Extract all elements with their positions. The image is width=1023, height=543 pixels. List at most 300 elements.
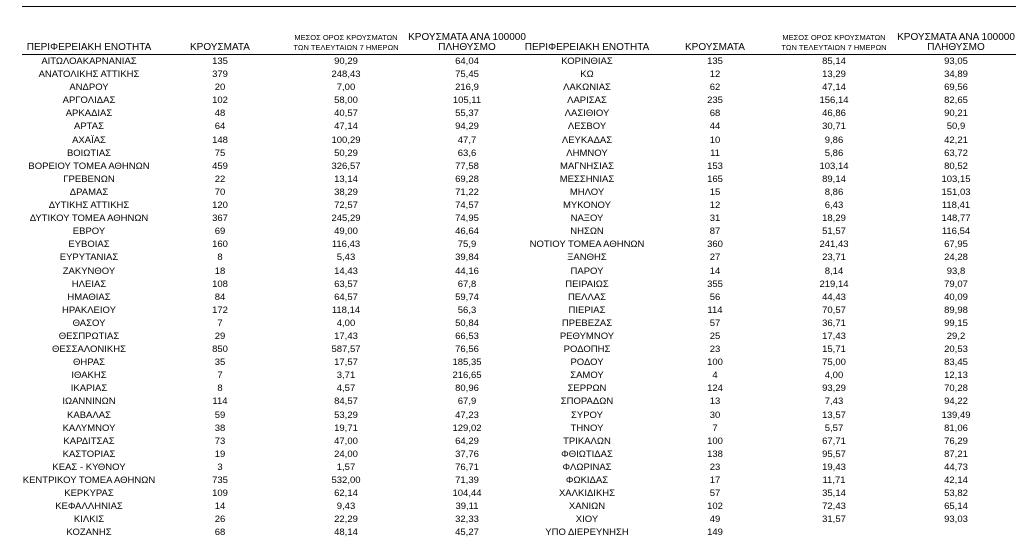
cell-7day-avg: 22,29 bbox=[334, 514, 358, 526]
cell-7day-avg: 156,14 bbox=[819, 95, 849, 107]
cell-region: ΣΥΡΟΥ bbox=[571, 409, 603, 421]
cell-cases: 114 bbox=[212, 396, 228, 408]
cell-region: ΚΩ bbox=[580, 69, 594, 81]
cell-cases: 38 bbox=[214, 422, 226, 434]
table-row bbox=[22, 409, 526, 422]
table-row bbox=[22, 147, 526, 160]
cell-per-100k: 66,53 bbox=[455, 330, 479, 342]
table-row bbox=[516, 343, 1016, 356]
cell-per-100k: 69,56 bbox=[944, 82, 968, 94]
cell-per-100k: 39,11 bbox=[455, 501, 479, 513]
cell-per-100k: 59,74 bbox=[455, 291, 479, 303]
cell-per-100k: 216,65 bbox=[452, 370, 482, 382]
cell-cases: 850 bbox=[212, 344, 228, 356]
cell-cases: 20 bbox=[214, 82, 226, 94]
cell-region: ΝΟΤΙΟΥ ΤΟΜΕΑ ΑΘΗΝΩΝ bbox=[529, 239, 645, 251]
cell-per-100k: 47,7 bbox=[457, 134, 477, 146]
table-row bbox=[22, 225, 526, 238]
cell-cases: 73 bbox=[214, 435, 226, 447]
cell-cases: 27 bbox=[709, 252, 721, 264]
cell-7day-avg: 5,86 bbox=[824, 147, 844, 159]
cell-region: ΥΠΟ ΔΙΕΡΕΥΝΗΣΗ bbox=[545, 527, 629, 539]
table-row bbox=[22, 317, 526, 330]
cell-region: ΝΗΣΩΝ bbox=[570, 226, 604, 238]
cell-cases: 7 bbox=[217, 317, 223, 329]
cell-region: ΑΙΤΩΛΟΑΚΑΡΝΑΝΙΑΣ bbox=[41, 56, 137, 67]
cell-per-100k: 20,53 bbox=[944, 344, 968, 356]
table-row bbox=[516, 94, 1016, 107]
cell-7day-avg: 48,14 bbox=[334, 527, 358, 539]
cell-7day-avg: 38,29 bbox=[334, 186, 358, 198]
cell-per-100k: 53,82 bbox=[944, 488, 968, 500]
cell-cases: 14 bbox=[214, 501, 226, 513]
header-cases: ΚΡΟΥΣΜΑΤΑ bbox=[190, 42, 250, 53]
table-row bbox=[516, 448, 1016, 461]
cell-per-100k: 82,65 bbox=[944, 95, 968, 107]
cell-region: ΘΕΣΣΑΛΟΝΙΚΗΣ bbox=[52, 344, 126, 356]
cell-region: ΚΕΦΑΛΛΗΝΙΑΣ bbox=[55, 501, 123, 513]
cell-7day-avg: 18,29 bbox=[822, 213, 846, 225]
table-row bbox=[22, 330, 526, 343]
table-row bbox=[516, 147, 1016, 160]
cell-cases: 8 bbox=[217, 252, 223, 264]
cell-region: ΛΕΥΚΑΔΑΣ bbox=[561, 134, 613, 146]
cell-7day-avg: 30,71 bbox=[822, 121, 846, 133]
cell-region: ΔΥΤΙΚΟΥ ΤΟΜΕΑ ΑΘΗΝΩΝ bbox=[29, 213, 149, 225]
table-row bbox=[516, 68, 1016, 81]
cell-per-100k: 64,04 bbox=[455, 56, 479, 67]
cell-cases: 124 bbox=[707, 383, 723, 395]
top-border-line bbox=[22, 6, 1016, 7]
right-table-body bbox=[516, 55, 1016, 539]
cell-7day-avg: 63,57 bbox=[334, 278, 358, 290]
cell-cases: 102 bbox=[707, 501, 723, 513]
cell-per-100k: 75,45 bbox=[455, 69, 479, 81]
cell-7day-avg: 62,14 bbox=[334, 488, 358, 500]
table-row bbox=[516, 356, 1016, 369]
cell-cases: 18 bbox=[214, 265, 226, 277]
cell-cases: 17 bbox=[709, 475, 721, 486]
cell-region: ΚΑΡΔΙΤΣΑΣ bbox=[63, 435, 115, 447]
cell-7day-avg: 3,71 bbox=[336, 370, 356, 382]
cell-per-100k: 67,9 bbox=[457, 396, 477, 408]
cell-7day-avg: 4,00 bbox=[824, 370, 844, 382]
cell-7day-avg: 15,71 bbox=[822, 344, 846, 356]
cell-region: ΞΑΝΘΗΣ bbox=[567, 252, 607, 264]
cell-7day-avg: 6,43 bbox=[824, 200, 844, 212]
cell-7day-avg: 44,43 bbox=[822, 291, 846, 303]
cell-7day-avg: 46,86 bbox=[822, 108, 846, 120]
cell-region: ΑΡΤΑΣ bbox=[74, 121, 104, 133]
cell-7day-avg: 58,00 bbox=[334, 95, 358, 107]
table-row bbox=[22, 435, 526, 448]
cell-per-100k: 185,35 bbox=[452, 357, 482, 369]
cell-region: ΒΟΙΩΤΙΑΣ bbox=[66, 147, 112, 159]
cell-region: ΜΥΚΟΝΟΥ bbox=[563, 200, 611, 212]
left-table bbox=[22, 26, 526, 539]
cell-7day-avg: 17,43 bbox=[334, 330, 358, 342]
cell-per-100k: 42,21 bbox=[944, 134, 968, 146]
cell-region: ΠΙΕΡΙΑΣ bbox=[568, 304, 606, 316]
cell-cases: 235 bbox=[707, 95, 723, 107]
table-row bbox=[22, 422, 526, 435]
cell-per-100k: 44,16 bbox=[455, 265, 479, 277]
table-row bbox=[22, 199, 526, 212]
table-row bbox=[516, 160, 1016, 173]
cell-7day-avg: 35,14 bbox=[822, 488, 846, 500]
cell-per-100k: 46,64 bbox=[455, 226, 479, 238]
cell-7day-avg: 64,57 bbox=[334, 291, 358, 303]
cell-per-100k: 44,73 bbox=[944, 461, 968, 473]
cell-cases: 12 bbox=[709, 200, 721, 212]
header-cases: ΚΡΟΥΣΜΑΤΑ bbox=[685, 42, 745, 53]
cell-per-100k: 67,8 bbox=[457, 278, 477, 290]
table-row bbox=[22, 238, 526, 251]
cell-7day-avg: 85,14 bbox=[822, 56, 846, 67]
cell-per-100k: 29,2 bbox=[946, 330, 966, 342]
cell-cases: 160 bbox=[212, 239, 228, 251]
cell-cases: 355 bbox=[707, 278, 723, 290]
cell-region: ΧΑΝΙΩΝ bbox=[568, 501, 606, 513]
cell-7day-avg: 49,00 bbox=[334, 226, 358, 238]
cell-cases: 165 bbox=[707, 173, 723, 185]
cell-7day-avg: 9,43 bbox=[336, 501, 356, 513]
cell-7day-avg: 241,43 bbox=[819, 239, 849, 251]
cell-7day-avg: 47,00 bbox=[334, 435, 358, 447]
table-row bbox=[516, 225, 1016, 238]
cell-7day-avg: 19,71 bbox=[334, 422, 358, 434]
cell-per-100k: 56,3 bbox=[457, 304, 477, 316]
cell-cases: 735 bbox=[212, 475, 228, 486]
cell-cases: 30 bbox=[709, 409, 721, 421]
cell-7day-avg: 326,57 bbox=[331, 160, 361, 172]
header-avg-line1: ΜΕΣΟΣ ΟΡΟΣ ΚΡΟΥΣΜΑΤΩΝ bbox=[782, 33, 886, 42]
header-per-100k bbox=[896, 33, 1016, 53]
cell-7day-avg: 51,57 bbox=[822, 226, 846, 238]
cell-region: ΙΘΑΚΗΣ bbox=[71, 370, 107, 382]
cell-per-100k: 80,52 bbox=[944, 160, 968, 172]
cell-7day-avg: 118,14 bbox=[331, 304, 361, 316]
cell-region: ΠΕΛΛΑΣ bbox=[567, 291, 607, 303]
table-row bbox=[22, 474, 526, 487]
header-per-line2: ΠΛΗΘΥΣΜΟ bbox=[438, 42, 496, 53]
cell-7day-avg: 9,86 bbox=[824, 134, 844, 146]
table-row bbox=[22, 356, 526, 369]
cell-region: ΙΩΑΝΝΙΝΩΝ bbox=[62, 396, 116, 408]
cell-per-100k: 83,45 bbox=[944, 357, 968, 369]
cell-region: ΔΥΤΙΚΗΣ ΑΤΤΙΚΗΣ bbox=[48, 200, 130, 212]
cell-per-100k: 129,02 bbox=[452, 422, 482, 434]
table-row bbox=[22, 107, 526, 120]
table-row bbox=[22, 369, 526, 382]
cell-cases: 149 bbox=[707, 527, 723, 539]
right-table bbox=[516, 26, 1016, 539]
table-row bbox=[516, 173, 1016, 186]
cell-region: ΡΟΔΟΥ bbox=[570, 357, 604, 369]
cell-per-100k: 93,05 bbox=[944, 56, 968, 67]
cell-cases: 14 bbox=[709, 265, 721, 277]
cell-per-100k: 69,28 bbox=[455, 173, 479, 185]
cell-per-100k: 90,21 bbox=[944, 108, 968, 120]
cell-region: ΡΕΘΥΜΝΟΥ bbox=[559, 330, 615, 342]
cell-per-100k: 76,29 bbox=[944, 435, 968, 447]
table-row bbox=[516, 382, 1016, 395]
cell-7day-avg: 219,14 bbox=[819, 278, 849, 290]
table-row bbox=[516, 317, 1016, 330]
cell-cases: 35 bbox=[214, 357, 226, 369]
table-row bbox=[516, 461, 1016, 474]
cell-7day-avg: 72,57 bbox=[334, 200, 358, 212]
table-row bbox=[516, 81, 1016, 94]
cell-cases: 62 bbox=[709, 82, 721, 94]
table-row bbox=[516, 120, 1016, 133]
header-per-line2: ΠΛΗΘΥΣΜΟ bbox=[927, 42, 985, 53]
cell-per-100k: 74,95 bbox=[455, 213, 479, 225]
cell-cases: 29 bbox=[214, 330, 226, 342]
cell-7day-avg: 19,43 bbox=[822, 461, 846, 473]
cell-cases: 153 bbox=[707, 160, 723, 172]
table-row bbox=[22, 55, 526, 68]
cell-cases: 135 bbox=[212, 56, 228, 67]
table-row bbox=[22, 160, 526, 173]
header-avg-line2: ΤΩΝ ΤΕΛΕΥΤΑΙΩΝ 7 ΗΜΕΡΩΝ bbox=[781, 43, 887, 52]
table-row bbox=[22, 120, 526, 133]
cell-region: ΒΟΡΕΙΟΥ ΤΟΜΕΑ ΑΘΗΝΩΝ bbox=[28, 160, 150, 172]
cell-region: ΗΜΑΘΙΑΣ bbox=[67, 291, 111, 303]
cell-7day-avg: 1,57 bbox=[336, 461, 356, 473]
cell-region: ΑΡΓΟΛΙΔΑΣ bbox=[62, 95, 116, 107]
cell-per-100k: 104,44 bbox=[452, 488, 482, 500]
cell-region: ΔΡΑΜΑΣ bbox=[69, 186, 109, 198]
cell-region: ΚΕΝΤΡΙΚΟΥ ΤΟΜΕΑ ΑΘΗΝΩΝ bbox=[22, 475, 156, 486]
cell-cases: 31 bbox=[709, 213, 721, 225]
cell-region: ΣΕΡΡΩΝ bbox=[567, 383, 607, 395]
cell-cases: 68 bbox=[709, 108, 721, 120]
table-row bbox=[516, 212, 1016, 225]
cell-per-100k: 216,9 bbox=[455, 82, 479, 94]
header-avg bbox=[284, 33, 408, 53]
table-row bbox=[22, 278, 526, 291]
table-row bbox=[22, 395, 526, 408]
cell-per-100k: 50,9 bbox=[946, 121, 966, 133]
cell-cases: 23 bbox=[709, 344, 721, 356]
cell-per-100k: 80,96 bbox=[455, 383, 479, 395]
table-row bbox=[516, 526, 1016, 539]
cell-7day-avg: 587,57 bbox=[331, 344, 361, 356]
cell-per-100k: 47,23 bbox=[455, 409, 479, 421]
table-row bbox=[22, 487, 526, 500]
cell-region: ΚΟΖΑΝΗΣ bbox=[66, 527, 112, 539]
cell-per-100k: 24,28 bbox=[944, 252, 968, 264]
cell-7day-avg: 90,29 bbox=[334, 56, 358, 67]
cell-7day-avg: 40,57 bbox=[334, 108, 358, 120]
cell-per-100k: 50,84 bbox=[455, 317, 479, 329]
cell-per-100k: 42,14 bbox=[944, 475, 968, 486]
cell-cases: 69 bbox=[214, 226, 226, 238]
cell-7day-avg: 47,14 bbox=[334, 121, 358, 133]
header-avg bbox=[772, 33, 896, 53]
table-row bbox=[516, 422, 1016, 435]
header-per-100k bbox=[408, 33, 526, 53]
cell-region: ΕΒΡΟΥ bbox=[72, 226, 106, 238]
table-row bbox=[22, 343, 526, 356]
table-row bbox=[516, 55, 1016, 68]
cell-7day-avg: 24,00 bbox=[334, 448, 358, 460]
cell-7day-avg: 13,29 bbox=[822, 69, 846, 81]
cell-7day-avg: 72,43 bbox=[822, 501, 846, 513]
cell-region: ΙΚΑΡΙΑΣ bbox=[70, 383, 108, 395]
cell-7day-avg: 47,14 bbox=[822, 82, 846, 94]
table-row bbox=[22, 291, 526, 304]
cell-7day-avg: 248,43 bbox=[331, 69, 361, 81]
cell-7day-avg: 245,29 bbox=[331, 213, 361, 225]
table-row bbox=[22, 68, 526, 81]
table-row bbox=[516, 513, 1016, 526]
cell-per-100k: 75,9 bbox=[457, 239, 477, 251]
table-row bbox=[22, 500, 526, 513]
table-row bbox=[516, 487, 1016, 500]
cell-cases: 70 bbox=[214, 186, 226, 198]
cell-region: ΘΕΣΠΡΩΤΙΑΣ bbox=[58, 330, 120, 342]
cell-per-100k: 76,56 bbox=[455, 344, 479, 356]
cell-per-100k: 99,15 bbox=[944, 317, 968, 329]
cell-7day-avg: 4,00 bbox=[336, 317, 356, 329]
cell-cases: 459 bbox=[212, 160, 228, 172]
cell-per-100k: 148,77 bbox=[941, 213, 971, 225]
cell-7day-avg: 31,57 bbox=[822, 514, 846, 526]
cell-cases: 44 bbox=[709, 121, 721, 133]
cell-cases: 172 bbox=[212, 304, 228, 316]
table-row bbox=[22, 526, 526, 539]
cell-region: ΠΑΡΟΥ bbox=[570, 265, 604, 277]
left-header-row bbox=[22, 26, 526, 53]
cell-7day-avg: 17,43 bbox=[822, 330, 846, 342]
cell-per-100k: 67,95 bbox=[944, 239, 968, 251]
cell-7day-avg: 93,29 bbox=[822, 383, 846, 395]
cell-region: ΛΗΜΝΟΥ bbox=[566, 147, 608, 159]
cell-cases: 87 bbox=[709, 226, 721, 238]
table-row bbox=[22, 81, 526, 94]
cell-region: ΛΑΣΙΘΙΟΥ bbox=[564, 108, 610, 120]
table-row bbox=[22, 448, 526, 461]
cell-per-100k: 116,54 bbox=[941, 226, 971, 238]
cell-region: ΚΑΣΤΟΡΙΑΣ bbox=[62, 448, 116, 460]
cell-7day-avg: 89,14 bbox=[822, 173, 846, 185]
cell-7day-avg: 17,57 bbox=[334, 357, 358, 369]
right-header-row bbox=[516, 26, 1016, 53]
cell-region: ΓΡΕΒΕΝΩΝ bbox=[63, 173, 115, 185]
cell-per-100k: 12,13 bbox=[944, 370, 968, 382]
cell-cases: 23 bbox=[709, 461, 721, 473]
cell-region: ΚΕΡΚΥΡΑΣ bbox=[64, 488, 114, 500]
cell-cases: 360 bbox=[707, 239, 723, 251]
table-row bbox=[22, 134, 526, 147]
cell-per-100k: 77,58 bbox=[455, 160, 479, 172]
cell-cases: 138 bbox=[707, 448, 723, 460]
cell-7day-avg: 5,43 bbox=[336, 252, 356, 264]
cell-per-100k: 94,29 bbox=[455, 121, 479, 133]
cell-7day-avg: 23,71 bbox=[822, 252, 846, 264]
cell-region: ΠΡΕΒΕΖΑΣ bbox=[561, 317, 613, 329]
cell-cases: 11 bbox=[710, 147, 720, 159]
cell-region: ΚΙΛΚΙΣ bbox=[73, 514, 105, 526]
cell-region: ΑΝΔΡΟΥ bbox=[69, 82, 109, 94]
cell-region: ΚΑΒΑΛΑΣ bbox=[67, 409, 111, 421]
table-row bbox=[22, 461, 526, 474]
cell-7day-avg: 95,57 bbox=[822, 448, 846, 460]
cell-cases: 59 bbox=[214, 409, 226, 421]
table-row bbox=[516, 238, 1016, 251]
cell-region: ΚΟΡΙΝΘΙΑΣ bbox=[561, 56, 613, 67]
cell-region: ΘΗΡΑΣ bbox=[72, 357, 106, 369]
cell-7day-avg: 84,57 bbox=[334, 396, 358, 408]
table-row bbox=[22, 513, 526, 526]
cell-cases: 148 bbox=[212, 134, 228, 146]
cell-region: ΗΛΕΙΑΣ bbox=[71, 278, 107, 290]
cell-cases: 26 bbox=[214, 514, 226, 526]
cell-per-100k: 94,22 bbox=[944, 396, 968, 408]
cell-cases: 120 bbox=[212, 200, 228, 212]
cell-7day-avg: 11,71 bbox=[822, 475, 846, 486]
cell-7day-avg: 50,29 bbox=[334, 147, 358, 159]
cell-per-100k bbox=[896, 526, 1016, 539]
cell-per-100k: 87,21 bbox=[944, 448, 968, 460]
cell-cases: 10 bbox=[709, 134, 721, 146]
cell-per-100k: 39,84 bbox=[455, 252, 479, 264]
table-row bbox=[516, 251, 1016, 264]
cell-7day-avg: 5,57 bbox=[824, 422, 844, 434]
cell-per-100k: 45,27 bbox=[455, 527, 479, 539]
cell-cases: 8 bbox=[217, 383, 223, 395]
cell-region: ΖΑΚΥΝΘΟΥ bbox=[62, 265, 116, 277]
cell-cases: 4 bbox=[712, 370, 718, 382]
cell-per-100k: 63,72 bbox=[944, 147, 968, 159]
cell-cases: 15 bbox=[709, 186, 721, 198]
cell-per-100k: 55,37 bbox=[455, 108, 479, 120]
table-row bbox=[516, 369, 1016, 382]
cell-7day-avg: 116,43 bbox=[331, 239, 361, 251]
cell-region: ΦΛΩΡΙΝΑΣ bbox=[562, 461, 612, 473]
cell-per-100k: 74,57 bbox=[455, 200, 479, 212]
cell-region: ΑΧΑΪΑΣ bbox=[72, 134, 106, 146]
cell-cases: 64 bbox=[214, 121, 226, 133]
cell-7day-avg: 67,71 bbox=[822, 435, 846, 447]
cell-region: ΜΗΛΟΥ bbox=[569, 186, 605, 198]
cell-per-100k: 151,03 bbox=[941, 186, 971, 198]
cell-region: ΜΕΣΣΗΝΙΑΣ bbox=[559, 173, 615, 185]
cell-cases: 68 bbox=[214, 527, 226, 539]
cell-cases: 12 bbox=[709, 69, 721, 81]
cell-7day-avg: 532,00 bbox=[331, 475, 361, 486]
table-row bbox=[22, 94, 526, 107]
cell-per-100k: 71,22 bbox=[455, 186, 479, 198]
table-row bbox=[22, 173, 526, 186]
cell-cases: 7 bbox=[217, 370, 223, 382]
table-row bbox=[516, 395, 1016, 408]
cell-per-100k: 71,39 bbox=[455, 475, 479, 486]
cell-per-100k: 34,89 bbox=[944, 69, 968, 81]
table-row bbox=[516, 278, 1016, 291]
cell-cases: 3 bbox=[217, 461, 223, 473]
cell-cases: 56 bbox=[709, 291, 721, 303]
cell-per-100k: 81,06 bbox=[944, 422, 968, 434]
table-row bbox=[22, 304, 526, 317]
cell-region: ΗΡΑΚΛΕΙΟΥ bbox=[62, 304, 116, 316]
header-avg-line1: ΜΕΣΟΣ ΟΡΟΣ ΚΡΟΥΣΜΑΤΩΝ bbox=[294, 33, 398, 42]
cell-region: ΚΕΑΣ - ΚΥΘΝΟΥ bbox=[52, 461, 126, 473]
cell-region: ΛΕΣΒΟΥ bbox=[567, 121, 607, 133]
cell-region: ΧΑΛΚΙΔΙΚΗΣ bbox=[558, 488, 616, 500]
